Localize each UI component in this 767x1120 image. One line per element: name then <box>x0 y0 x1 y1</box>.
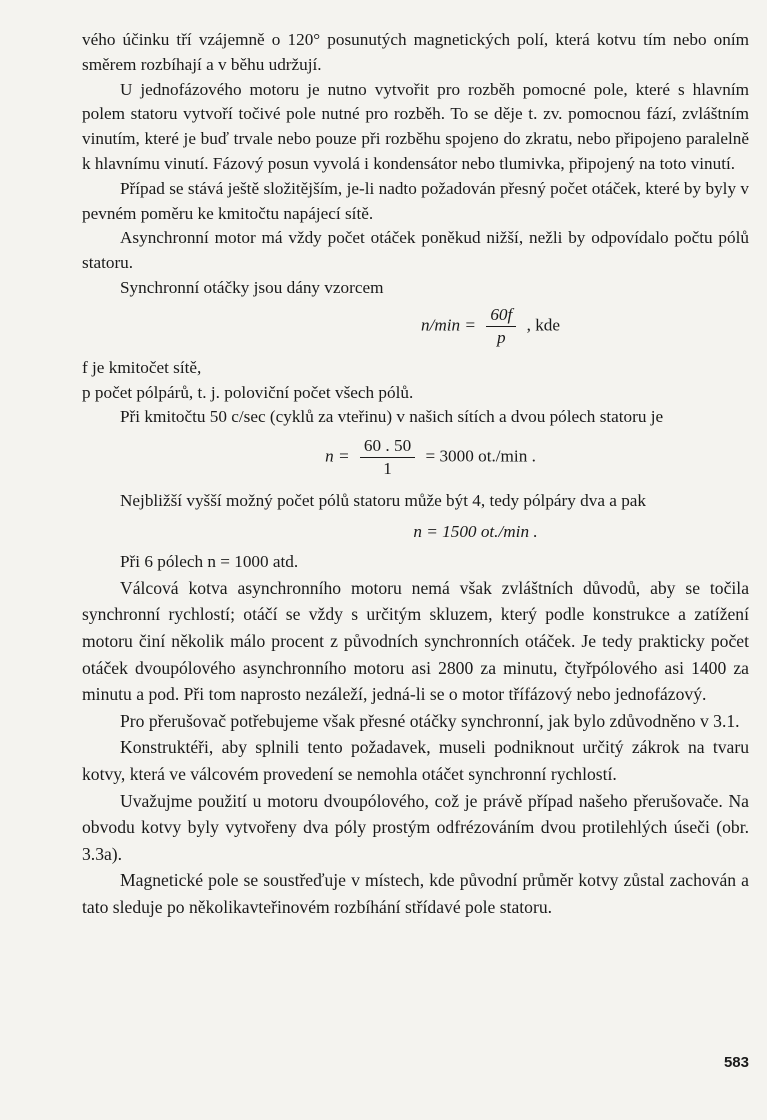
formula2-fraction <box>360 436 415 479</box>
formula-four-pole-speed <box>82 522 749 542</box>
formula2-rhs: = 3000 ot./min . <box>425 446 536 466</box>
paragraph-single-phase: U jednofázového motoru je nutno vytvořit pro rozběh pomocné pole, které s hlavním polem statoru vytvoří točivé pole nutné pro rozběh. To se děje t. zv. pomocnou fází, zvláštním vinutím, které je buď trvale nebo pouze při rozběhu spojeno do zkratu, nebo připojeno paralelně k hlavnímu vinutí. Fázový posun vyvolá i kondensátor nebo tlumivka, připojený na toto vinutí. <box>82 79 749 173</box>
definition-p: p počet pólpárů, t. j. poloviční počet všech pólů. <box>82 382 414 402</box>
formula1-tail: , kde <box>526 315 561 335</box>
page-number: 583 <box>723 1054 749 1071</box>
paragraph-frequency: Při kmitočtu 50 c/sec (cyklů za vteřinu) v našich sítích a dvou pólech statoru je <box>120 407 664 427</box>
formula3-text: n = 1500 ot./min . <box>413 521 538 541</box>
formula2-lhs: n = <box>325 446 350 466</box>
paragraph-slip: Válcová kotva asynchronního motoru nemá však zvláštních důvodů, aby se točila synchronní rychlostí; otáčí se vždy s určitým skluzem, který podle konstrukce a zatížení motoru činí několik málo procent z původních synchronních otáček. Je tedy prakticky počet otáček dvoupólového asynchronního motoru asi 2800 za minutu, čtyřpólového asi 1400 za minutu a pod. Při tom naprosto nezáleží, jedná-li se o motor třífázový nebo jednofázový. <box>82 577 749 705</box>
paragraph-designers: Konstruktéři, aby splnili tento požadavek, museli podniknout určitý zákrok na tvaru kotvy, která ve válcovém provedení se nemohla otáčet synchronní rychlostí. <box>82 737 749 784</box>
definition-f: f je kmitočet sítě, <box>82 357 202 377</box>
formula-synchronous-speed <box>82 305 749 348</box>
formula-two-pole-speed <box>82 436 749 479</box>
paragraph-six-pole: Při 6 pólech n = 1000 atd. <box>120 551 299 571</box>
formula1-fraction <box>486 305 516 348</box>
paragraph-magnetic-field: Magnetické pole se soustřeďuje v místech, kde původní průměr kotvy zůstal zachován a tato sleduje po několikavteřinovém rozbíhání střídavé pole statoru. <box>82 870 749 917</box>
paragraph-interrupter: Pro přerušovač potřebujeme však přesné otáčky synchronní, jak bylo zdůvodněno v 3.1. <box>120 710 740 731</box>
paragraph-continuation: vého účinku tří vzájemně o 120° posunutých magnetických polí, která kotvu tím nebo oním směrem rozbíhají a v běhu udržují. <box>82 30 749 74</box>
formula2-numerator: 60 . 50 <box>360 436 415 458</box>
formula1-lhs: n/min = <box>420 315 477 335</box>
paragraph-asynchronous: Asynchronní motor má vždy počet otáček poněkud nižší, nežli by odpovídalo počtu pólů statoru. <box>82 228 749 273</box>
paragraph-complex-case: Případ se stává ještě složitějším, je-li nadto požadován přesný počet otáček, které by byly v pevném poměru ke kmitočtu napájecí sítě. <box>82 178 749 223</box>
formula1-denominator: p <box>497 327 506 347</box>
formula2-denominator: 1 <box>383 459 392 479</box>
paragraph-two-pole-rotor: Uvažujme použití u motoru dvoupólového, což je právě případ našeho přerušovače. Na obvodu kotvy byly vytvořeny dva póly prostým odfrézováním dvou protilehlých úseči (obr. 3.3a). <box>82 790 749 864</box>
formula1-numerator: 60f <box>486 305 516 327</box>
paragraph-four-pole: Nejbližší vyšší možný počet pólů statoru může být 4, tedy pólpáry dva a pak <box>120 491 647 511</box>
paragraph-formula-intro: Synchronní otáčky jsou dány vzorcem <box>120 277 384 297</box>
